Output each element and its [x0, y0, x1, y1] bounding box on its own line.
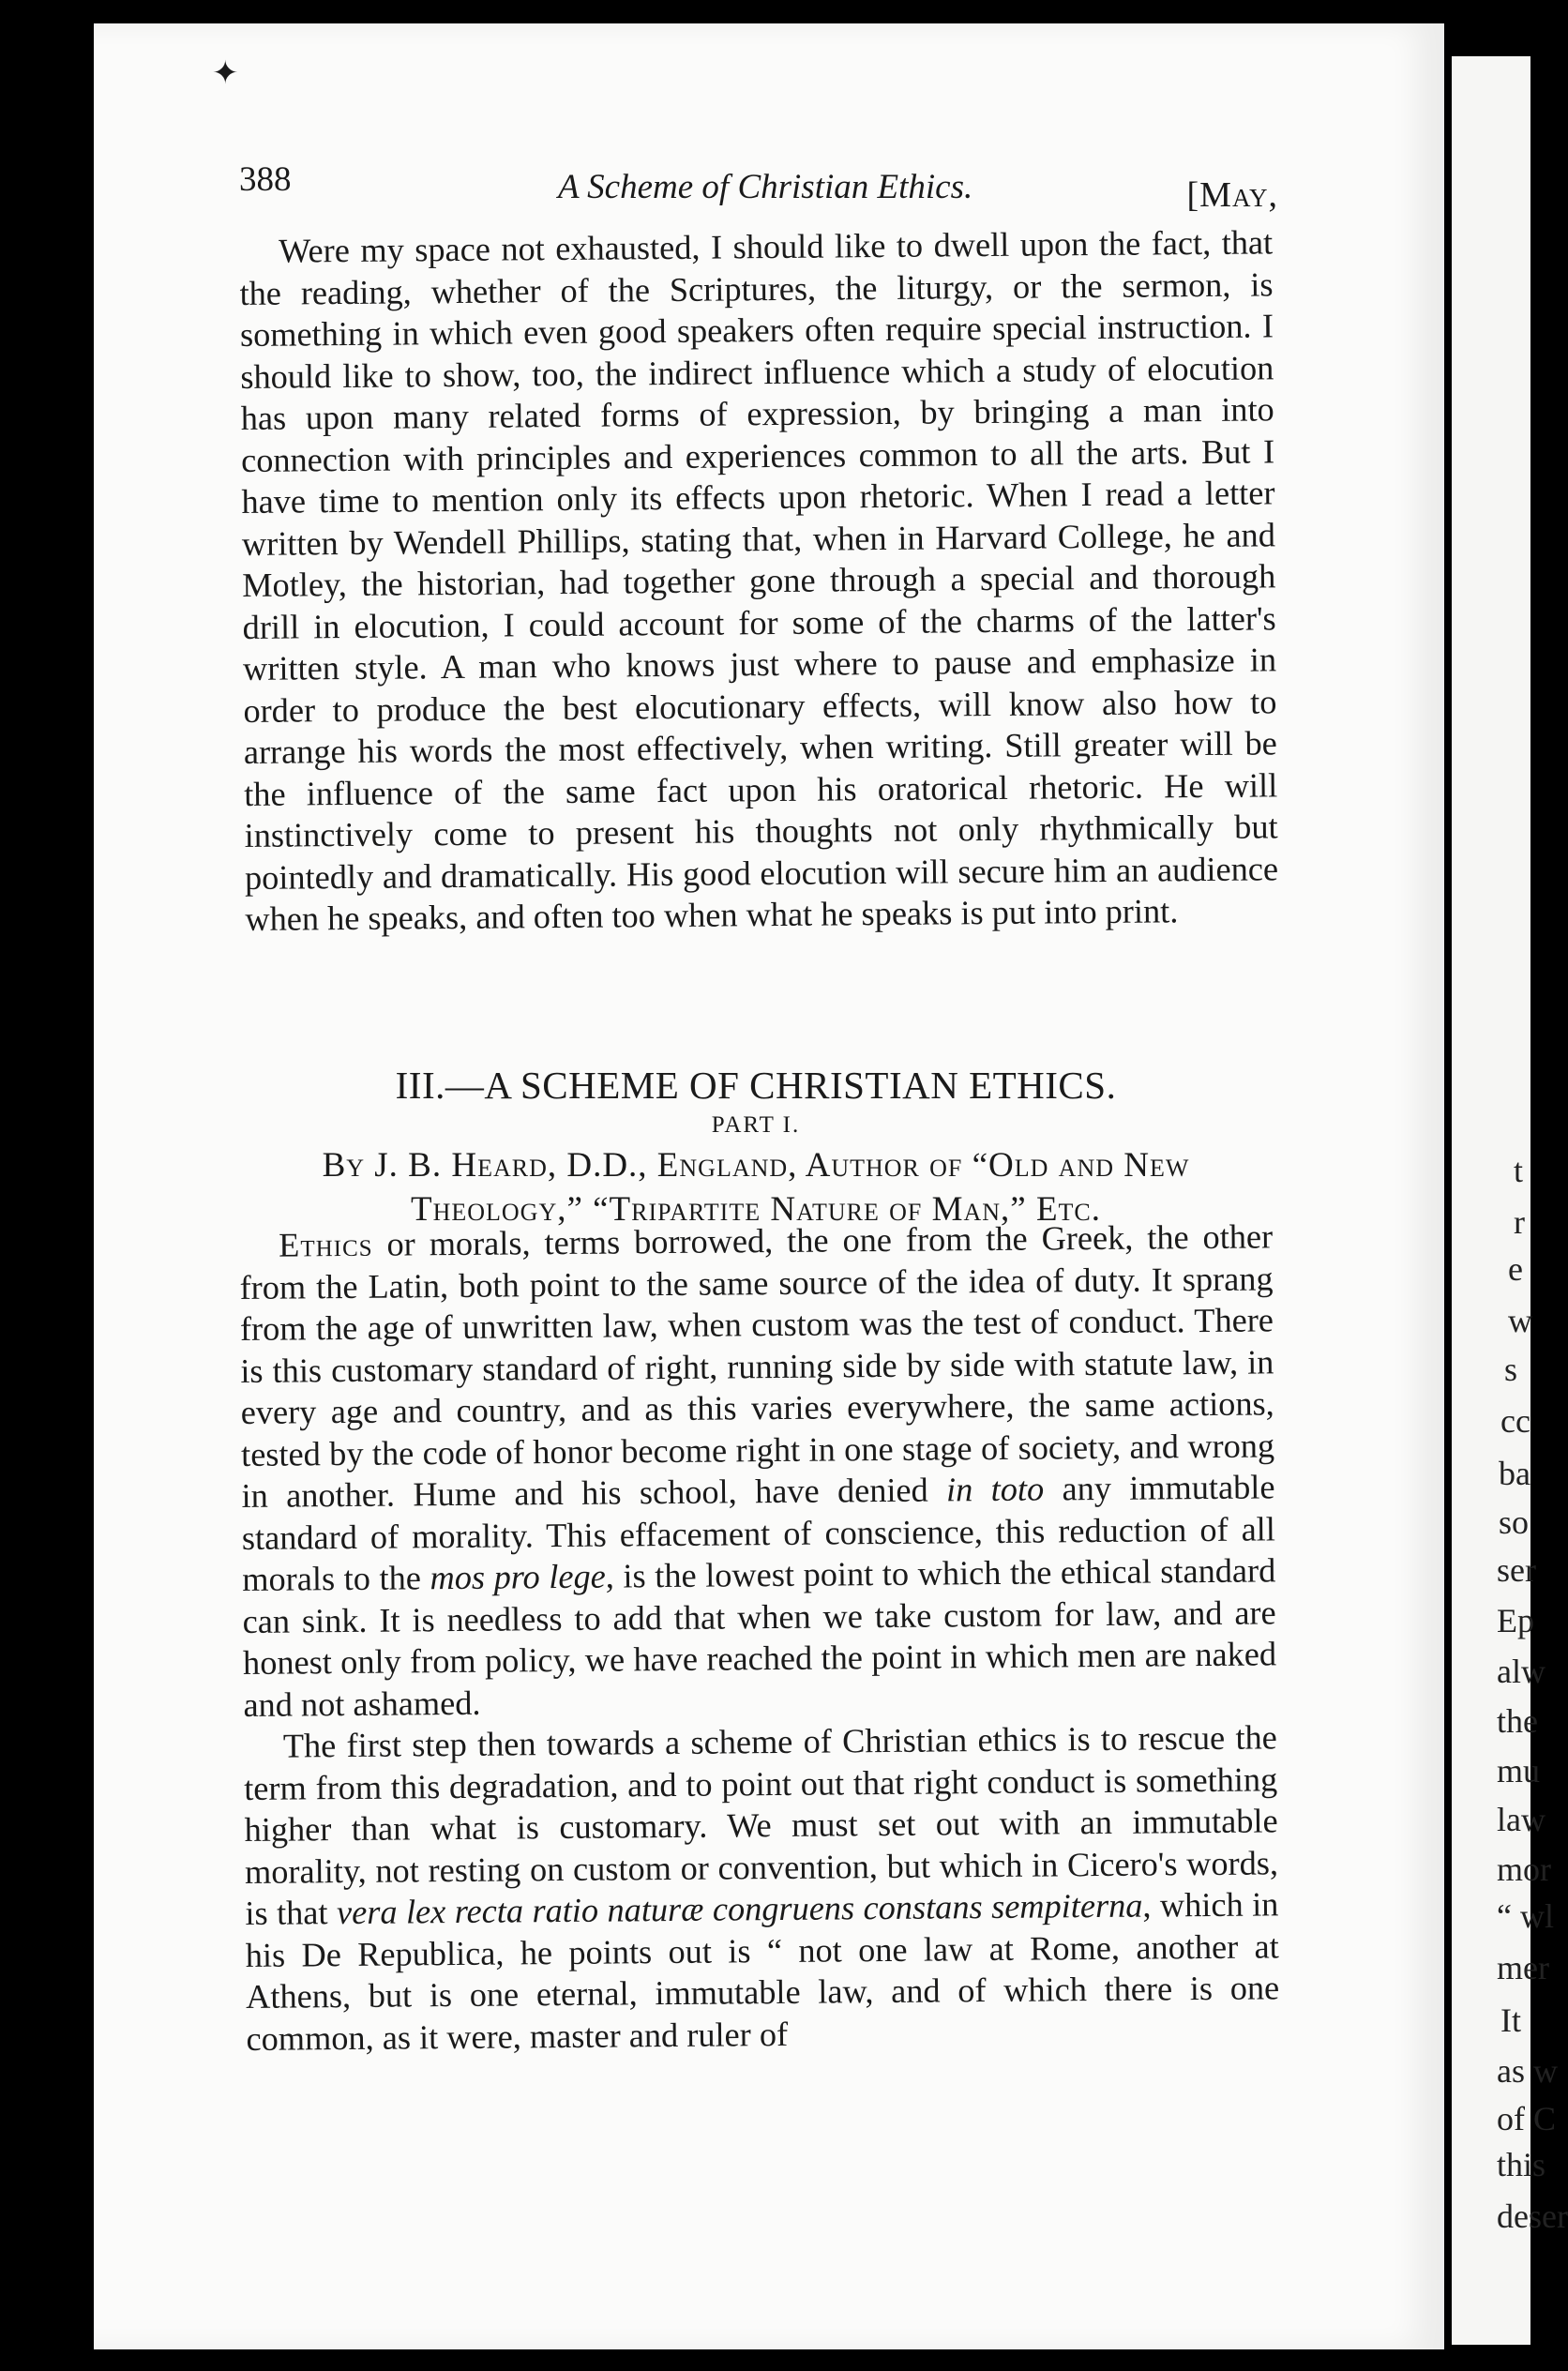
- facing-page-fragment: mer: [1497, 1949, 1549, 1986]
- facing-page-fragment: “ wl: [1497, 1897, 1554, 1935]
- article-heading: [239, 1062, 1273, 1231]
- facing-page-fragment: mor: [1497, 1850, 1551, 1888]
- header-month: [May,: [1186, 175, 1278, 215]
- facing-page-fragment: It: [1500, 2001, 1521, 2039]
- facing-page-fragment: ser: [1497, 1551, 1536, 1589]
- facing-page-fragment: t: [1514, 1152, 1524, 1189]
- facing-page-fragment: deser: [1497, 2197, 1568, 2235]
- facing-page-fragment: ba: [1499, 1455, 1530, 1492]
- facing-page-fragment: so: [1499, 1503, 1530, 1541]
- byline-line-1: By J. B. Heard, D.D., England, Author of “Old and New: [322, 1146, 1190, 1185]
- running-header: [239, 159, 1278, 216]
- facing-page-fragment: Ep: [1497, 1602, 1534, 1639]
- latin-quotation: vera lex recta ratio naturæ congruens constans sempiterna: [336, 1886, 1143, 1932]
- article-part: PART I.: [711, 1112, 801, 1138]
- article-body: [239, 1216, 1280, 2060]
- facing-page-fragment: w: [1508, 1302, 1532, 1339]
- page-number: 388: [239, 160, 292, 199]
- article-paragraph-1: Ethics or morals, terms borrowed, the one from the Greek, the other from the Latin, both point to the same source of the idea of duty. It sprang from the age of unwritten law, when custom was the test of conduct. There is this customary standard of right, running side by side with statute law, in every age and country, and as this varies everywhere, the same actions, tested by the code of honor become right in one stage of society, and wrong in another. Hume and his school, have denied in toto any immutable standard of morality. This effacement of conscience, this reduction of all morals to the mos pro lege, is the lowest point to which the ethical standard can sink. It is needless to add that when we take custom for law, and are honest only from policy, we have reached the point in which men are naked and not ashamed.: [239, 1217, 1277, 1724]
- facing-page-fragment: e: [1508, 1250, 1523, 1288]
- latin-phrase: mos pro lege: [430, 1557, 606, 1597]
- facing-page-fragment: mu: [1497, 1752, 1541, 1790]
- facing-page-fragment: cc: [1500, 1402, 1530, 1440]
- facing-page-fragment: the: [1497, 1702, 1538, 1740]
- preceding-article-text: [239, 221, 1279, 940]
- facing-page-fragment: as w: [1497, 2052, 1558, 2090]
- facing-page-fragment: law: [1497, 1801, 1545, 1838]
- byline-line-2: Theology,” “Tripartite Nature of Man,” Etc.: [410, 1190, 1102, 1229]
- article-title: III.—A SCHEME OF CHRISTIAN ETHICS.: [395, 1064, 1117, 1107]
- article-paragraph-2: The first step then towards a scheme of Christian ethics is to rescue the term from this degradation, and to point out that right conduct is something higher than what is customary. We must set out with an immutable morality, not resting on custom or convention, but which in Cicero's words, is that vera lex recta ratio naturæ congruens constans sempiterna, which in his De Republica, he points out is “ not one law at Rome, another at Athens, but is one eternal, immutable law, and of which there is one common, as it were, master and ruler of: [244, 1718, 1280, 2058]
- closing-paragraph: Were my space not exhausted, I should like to dwell upon the fact, that the reading, whether of the Scriptures, the liturgy, or the sermon, is something in which even good speakers often require special instruction. I should like to show, too, the indirect influence which a study of elocution has upon many related forms of expression, by bringing a man into connection with principles and experiences common to all the arts. But I have time to mention only its effects upon rhetoric. When I read a letter written by Wendell Phillips, stating that, when in Harvard College, he and Motley, the historian, had together gone through a special and thorough drill in elocution, I could account for some of the charms of the latter's written style. A man who knows just where to pause and emphasize in order to produce the best elocutionary effects, will know also how to arrange his words the most effectively, when writing. Still greater will be the influence of the same fact upon his oratorical rhetoric. He will instinctively come to present his thoughts not only rhythmically but pointedly and dramatically. His good elocution will secure him an audience when he speaks, and often too when what he speaks is put into print.: [239, 223, 1279, 938]
- lead-word: Ethics: [279, 1225, 373, 1264]
- facing-page-fragment: alw: [1497, 1653, 1545, 1690]
- facing-page-fragment: s: [1504, 1351, 1518, 1388]
- latin-phrase: in toto: [945, 1470, 1045, 1509]
- ornament-mark: ✦: [212, 56, 239, 91]
- facing-page-fragment: of C: [1497, 2100, 1556, 2137]
- running-title: A Scheme of Christian Ethics.: [558, 168, 973, 206]
- facing-page-fragment: r: [1514, 1203, 1525, 1241]
- facing-page-fragment: this: [1497, 2146, 1546, 2183]
